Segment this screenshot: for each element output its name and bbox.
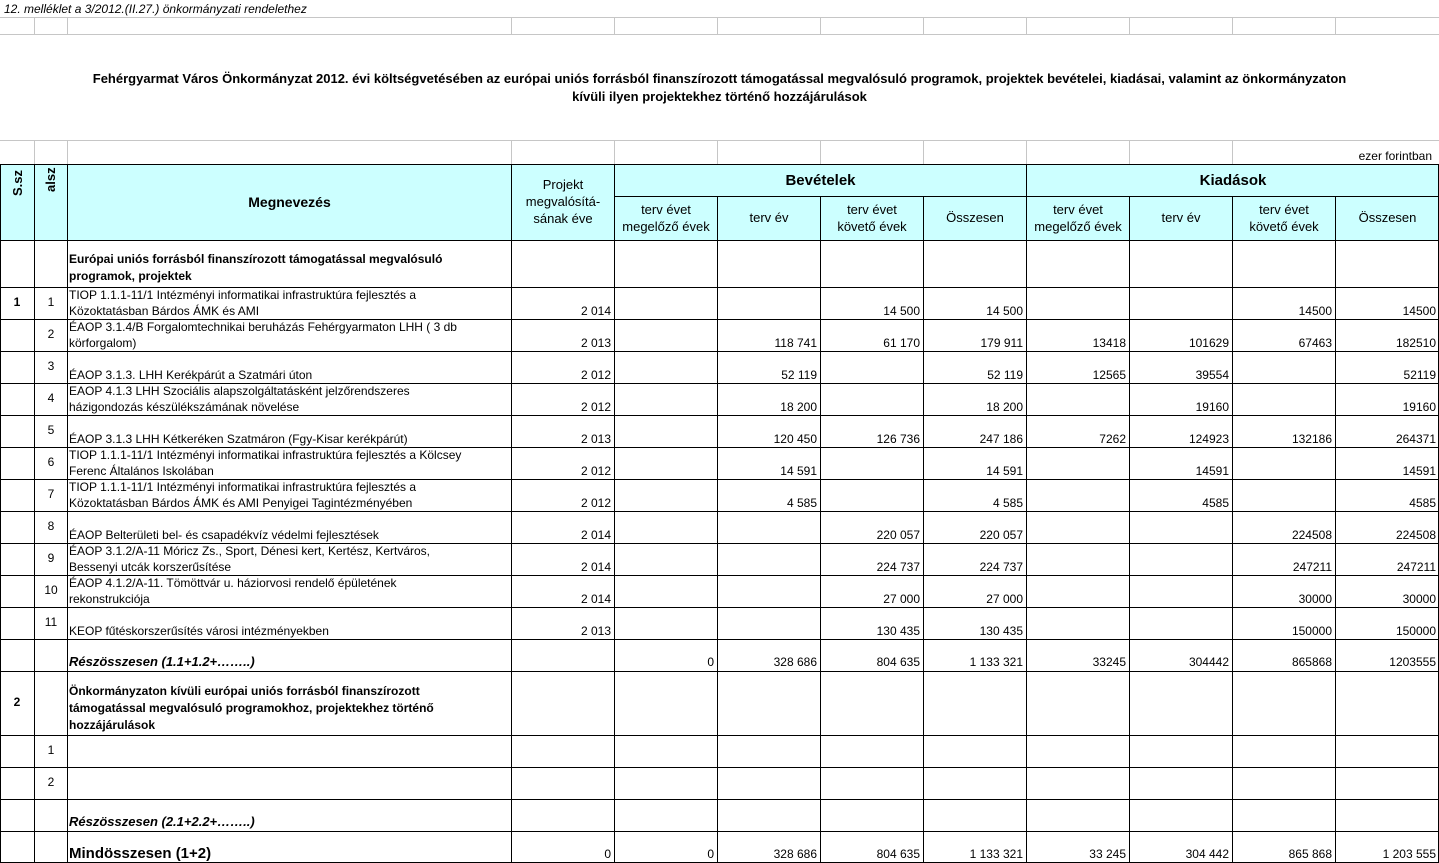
- section1-title-line1: Európai uniós forrásból finanszírozott támogatással megvalósuló: [69, 252, 443, 266]
- subtotal1-k-prev: 33245: [1092, 655, 1126, 669]
- subtotal1-b-prev: 0: [707, 655, 714, 669]
- subtotal1-k-next: 865868: [1291, 655, 1332, 669]
- subtotal2-label: Részösszesen (2.1+2.2+……..): [69, 814, 255, 829]
- row-year: 2 014: [580, 528, 611, 542]
- row-name-line1: TIOP 1.1.1-11/1 Intézményi informatikai infrastruktúra fejlesztés a Kölcsey: [69, 448, 462, 462]
- row-b-next: 14 500: [883, 304, 920, 318]
- row-k-prev: 7262: [1099, 432, 1126, 446]
- row-name-line1: ÉAOP 3.1.4/B Forgalomtechnikai beruházás Fehérgyarmaton LHH ( 3 db: [69, 320, 457, 334]
- border-line: [820, 196, 821, 862]
- section2-title-line2: támogatással megvalósuló programokhoz, projektekhez történő: [69, 701, 434, 715]
- border-line: [1232, 196, 1233, 862]
- row-ssz: 1: [13, 295, 21, 309]
- row-k-plan: 124923: [1188, 432, 1229, 446]
- row-b-plan: 120 450: [773, 432, 817, 446]
- border-line: [614, 196, 1439, 197]
- row-k-next: 150000: [1291, 624, 1332, 638]
- header-b-next-line1: terv évet: [847, 202, 897, 217]
- row-b-plan: 18 200: [780, 400, 817, 414]
- row-name-line1: TIOP 1.1.1-11/1 Intézményi informatikai infrastruktúra fejlesztés a: [69, 288, 417, 302]
- row-name-line2: Bessenyi utcák korszerűsítése: [69, 560, 232, 574]
- row-name-line2: házigondozás készülékszámának növelése: [69, 400, 300, 414]
- border-line: [0, 351, 1439, 352]
- row-name-line2: KEOP fűtéskorszerűsítés városi intézményekben: [69, 624, 329, 638]
- header-projekt-line2: megvalósítá-: [525, 194, 601, 209]
- row-k-plan: 39554: [1195, 368, 1229, 382]
- row-year: 2 014: [580, 304, 611, 318]
- grand-total-k-prev: 33 245: [1089, 847, 1126, 861]
- row-name-line2: rekonstrukciója: [69, 592, 150, 606]
- row-k-next: 30000: [1298, 592, 1332, 606]
- border-line: [0, 799, 1439, 800]
- border-line: [0, 240, 1439, 241]
- border-line: [0, 671, 1439, 672]
- row-k-total: 247211: [1396, 560, 1436, 574]
- border-line: [614, 164, 615, 862]
- subtotal1-b-total: 1 133 321: [969, 655, 1023, 669]
- row-k-total: 14591: [1402, 464, 1436, 478]
- row-k-total: 30000: [1402, 592, 1436, 606]
- row-k-plan: 4585: [1202, 496, 1229, 510]
- border-line: [923, 196, 924, 862]
- row-name-line2: ÉAOP Belterületi bel- és csapadékvíz védelmi fejlesztések: [69, 528, 379, 542]
- grand-total-b-next: 804 635: [876, 847, 920, 861]
- grand-total-k-next: 865 868: [1288, 847, 1332, 861]
- grand-total-year: 0: [604, 847, 611, 861]
- section2-title-line1: Önkormányzaton kívüli európai uniós forrásból finanszírozott: [69, 684, 420, 698]
- row-alsz: 9: [47, 551, 55, 565]
- row-b-plan: 118 741: [774, 336, 817, 350]
- border-line: [0, 735, 1439, 736]
- row-year: 2 012: [580, 400, 611, 414]
- row-b-total: 179 911: [980, 336, 1023, 350]
- row-b-total: 14 591: [986, 464, 1023, 478]
- row-alsz: 11: [44, 615, 58, 629]
- row-alsz: 8: [47, 519, 55, 533]
- header-ssz: S.sz: [10, 169, 25, 196]
- subtotal1-k-plan: 304442: [1188, 655, 1229, 669]
- border-line: [0, 319, 1439, 320]
- grand-total-b-total: 1 133 321: [969, 847, 1023, 861]
- row-b-next: 126 736: [876, 432, 920, 446]
- row-b-plan: 52 119: [781, 368, 817, 382]
- row-k-plan: 101629: [1188, 336, 1229, 350]
- row-name-line2: Közoktatásban Bárdos ÁMK és AMI: [69, 304, 260, 318]
- row-k-plan: 19160: [1195, 400, 1229, 414]
- row-alsz: 7: [47, 487, 55, 501]
- row-year: 2 013: [580, 336, 611, 350]
- header-b-next-line2: követő évek: [837, 219, 907, 234]
- row-alsz: 2: [47, 327, 55, 341]
- unit-label: ezer forintban: [1358, 149, 1432, 163]
- border-line: [0, 639, 1439, 640]
- border-line: [1129, 196, 1130, 862]
- grand-total-k-plan: 304 442: [1185, 847, 1229, 861]
- header-k-prev-line1: terv évet: [1053, 202, 1103, 217]
- row-k-next: 247211: [1292, 560, 1332, 574]
- row-k-next: 67463: [1298, 336, 1332, 350]
- row-b-next: 220 057: [876, 528, 920, 542]
- row-b-total: 130 435: [979, 624, 1023, 638]
- row-alsz: 4: [47, 391, 55, 405]
- row-b-total: 4 585: [992, 496, 1023, 510]
- header-b-total: Összesen: [946, 210, 1004, 225]
- row-year: 2 013: [580, 624, 611, 638]
- row-k-total: 52119: [1403, 368, 1436, 382]
- row-b-total: 18 200: [986, 400, 1023, 414]
- subtotal1-b-plan: 328 686: [773, 655, 817, 669]
- section2-title-line3: hozzájárulások: [69, 718, 156, 732]
- row-b-total: 220 057: [979, 528, 1023, 542]
- row-alsz: 3: [47, 359, 55, 373]
- header-b-prev-line2: megelőző évek: [622, 219, 710, 234]
- appendix-title: 12. melléklet a 3/2012.(II.27.) önkormányzati rendelethez: [4, 2, 307, 16]
- row-b-total: 247 186: [979, 432, 1023, 446]
- border-line: [1026, 164, 1027, 862]
- grand-total-label: Mindösszesen (1+2): [69, 845, 212, 862]
- header-projekt-line1: Projekt: [542, 177, 584, 192]
- row-b-total: 14 500: [986, 304, 1023, 318]
- row-b-next: 224 737: [876, 560, 920, 574]
- row-year: 2 012: [580, 464, 611, 478]
- border-line: [0, 415, 1439, 416]
- row-k-plan: 14591: [1195, 464, 1229, 478]
- row-year: 2 012: [580, 368, 611, 382]
- subtotal1-label: Részösszesen (1.1+1.2+……..): [69, 654, 255, 669]
- row-b-total: 224 737: [979, 560, 1023, 574]
- header-k-total: Összesen: [1358, 210, 1417, 225]
- row-b-next: 130 435: [876, 624, 920, 638]
- row-name-line2: ÉAOP 3.1.3 LHH Kétkeréken Szatmáron (Fgy-Kisar kerékpárút): [69, 432, 408, 446]
- header-k-plan: terv év: [1161, 210, 1201, 225]
- section2-ssz: 2: [13, 695, 21, 709]
- border-line: [67, 164, 68, 862]
- row-b-next: 27 000: [883, 592, 920, 606]
- row-name-line2: körforgalom): [69, 336, 137, 350]
- row-b-plan: 4 585: [786, 496, 817, 510]
- border-line: [0, 447, 1439, 448]
- row-k-total: 224508: [1395, 528, 1436, 542]
- subtotal1-k-total: 1203555: [1389, 655, 1436, 669]
- main-title-line-2: kívüli ilyen projektekhez történő hozzájárulások: [572, 89, 867, 104]
- border-line: [0, 164, 1439, 165]
- border-line: [0, 575, 1439, 576]
- header-projekt-line3: sának éve: [533, 211, 593, 226]
- row-k-prev: 13418: [1092, 336, 1126, 350]
- header-k-next-line2: követő évek: [1249, 219, 1319, 234]
- row-k-prev: 12565: [1092, 368, 1126, 382]
- border-line: [0, 607, 1439, 608]
- header-k-prev-line2: megelőző évek: [1034, 219, 1122, 234]
- border-line: [511, 164, 512, 862]
- row-b-total: 27 000: [986, 592, 1023, 606]
- header-k-next-line1: terv évet: [1259, 202, 1309, 217]
- header-b-prev-line1: terv évet: [641, 202, 691, 217]
- border-line: [1335, 196, 1336, 862]
- row-name-line2: ÉAOP 3.1.3. LHH Kerékpárút a Szatmári úton: [69, 368, 313, 382]
- row-k-next: 132186: [1291, 432, 1332, 446]
- border-line: [0, 767, 1439, 768]
- row-k-total: 150000: [1395, 624, 1436, 638]
- row-k-total: 264371: [1395, 432, 1436, 446]
- subtotal1-b-next: 804 635: [876, 655, 920, 669]
- row-alsz: 1: [47, 295, 55, 309]
- border-line: [0, 543, 1439, 544]
- row-k-total: 14500: [1402, 304, 1436, 318]
- border-line: [0, 511, 1439, 512]
- border-line: [0, 383, 1439, 384]
- row-k-total: 182510: [1395, 336, 1436, 350]
- row-year: 2 012: [580, 496, 611, 510]
- border-line: [0, 164, 1, 862]
- row-b-next: 61 170: [883, 336, 920, 350]
- row-year: 2 013: [580, 432, 611, 446]
- row-k-total: 4585: [1409, 496, 1436, 510]
- row-year: 2 014: [580, 592, 611, 606]
- grand-total-k-total: 1 203 555: [1382, 847, 1436, 861]
- row-b-total: 52 119: [987, 368, 1023, 382]
- border-line: [0, 479, 1439, 480]
- row-name-line1: EAOP 4.1.3 LHH Szociális alapszolgáltatásként jelzőrendszeres: [69, 384, 410, 398]
- border-line: [34, 164, 35, 862]
- header-b-plan: terv év: [749, 210, 789, 225]
- header-megnevezes: Megnevezés: [248, 194, 331, 210]
- section2-alsz2: 2: [47, 775, 55, 789]
- section2-alsz1: 1: [47, 743, 55, 757]
- header-bevetelek: Bevételek: [785, 172, 856, 189]
- border-line: [0, 287, 1439, 288]
- main-title-line-1: Fehérgyarmat Város Önkormányzat 2012. évi költségvetésében az európai uniós forrásból finanszírozott támogatással megvalósuló programok, projektek bevételei, kiadásai, valamint az önkormányzaton: [92, 71, 1347, 86]
- row-alsz: 10: [44, 583, 58, 597]
- border-line: [0, 831, 1439, 832]
- grand-total-b-prev: 0: [707, 847, 714, 861]
- row-alsz: 6: [47, 455, 55, 469]
- border-line: [717, 196, 718, 862]
- header-alsz: alsz: [43, 167, 58, 192]
- row-name-line1: TIOP 1.1.1-11/1 Intézményi informatikai infrastruktúra fejlesztés a: [69, 480, 417, 494]
- row-name-line1: ÉAOP 3.1.2/A-11 Móricz Zs., Sport, Dénesi kert, Kertész, Kertváros,: [69, 544, 431, 558]
- row-name-line1: ÉAOP 4.1.2/A-11. Tömöttvár u. háziorvosi rendelő épületének: [69, 576, 397, 590]
- row-k-total: 19160: [1402, 400, 1436, 414]
- row-name-line2: Közoktatásban Bárdos ÁMK és AMI Penyigei Tagintézményében: [69, 496, 413, 510]
- row-k-next: 14500: [1298, 304, 1332, 318]
- row-b-plan: 14 591: [780, 464, 817, 478]
- row-alsz: 5: [47, 423, 55, 437]
- row-k-next: 224508: [1291, 528, 1332, 542]
- section1-title-line2: programok, projektek: [69, 269, 192, 283]
- grand-total-b-plan: 328 686: [773, 847, 817, 861]
- row-name-line2: Ferenc Általános Iskolában: [69, 464, 214, 478]
- row-year: 2 014: [580, 560, 611, 574]
- header-kiadasok: Kiadások: [1199, 172, 1267, 189]
